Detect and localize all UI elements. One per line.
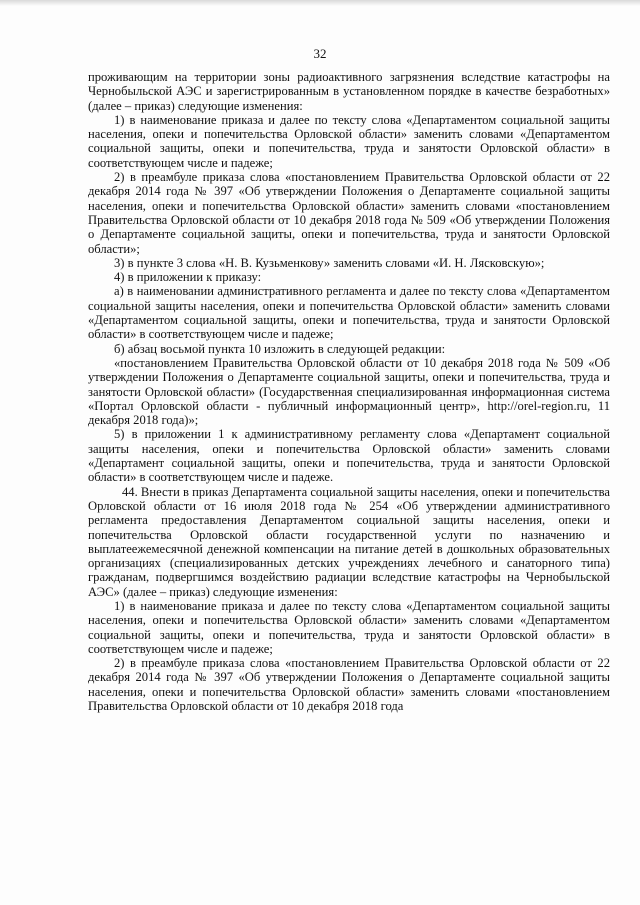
paragraph: 1) в наименование приказа и далее по тексту слова «Департаментом социальной защиты населения, опеки и попечительства Орловской области» заменить словами «Департаментом социальной защиты, опеки и попечительства, труда и занятости Орловской области» в соответствующем числе и падеже; [88,112,610,170]
paragraph: 3) в пункте 3 слова «Н. В. Кузьменкову» заменить словами «И. Н. Лясковскую»; [114,255,545,270]
paragraph: 1) в наименование приказа и далее по тексту слова «Департаментом социальной защиты населения, опеки и попечительства Орловской области» заменить словами «Департаментом социальной защиты, опеки и попечительства, труда и занятости Орловской области» в соответствующем числе и падеже; [88,598,610,656]
scan-edge [0,0,640,6]
document-body [88,70,610,713]
paragraph: «постановлением Правительства Орловской области от 10 декабря 2018 года № 509 «Об утверждении Положения о Департаменте социальной защиты, опеки и попечительства, труда и занятости Орловской области» (Государственная специализированная информационная система «Портал Орловской области - публичный информационный центр», http://orel-region.ru, 11 декабря 2018 года)»; [88,355,610,428]
paragraph: а) в наименовании административного регламента и далее по тексту слова «Департаментом социальной защиты населения, опеки и попечительства Орловской области» заменить словами «Департаментом социальной защиты, опеки и попечительства, труда и занятости Орловской области» в соответствующем числе и падеже; [88,284,610,342]
paragraph: б) абзац восьмой пункта 10 изложить в следующей редакции: [114,341,446,356]
paragraph: 5) в приложении 1 к административному регламенту слова «Департамент социальной защиты населения, опеки и попечительства Орловской области» заменить словами «Департамент социальной защиты, опеки и попечительства, труда и занятости Орловской области» в соответствующем числе и падеже. [88,427,610,485]
paragraph: 44. Внести в приказ Департамента социальной защиты населения, опеки и попечительства Орловской области от 16 июля 2018 года № 254 «Об утверждении административного регламента предоставления Департаментом социальной защиты населения, опеки и попечительства Орловской области государственной услуги по назначению и выплатеежемесячной денежной компенсации на питание детей в дошкольных образовательных организациях (специализированных детских учреждениях лечебного и санаторного типа) гражданам, подвергшимся воздействию радиации вследствие катастрофы на Чернобыльской АЭС» (далее – приказ) следующие изменения: [88,484,610,599]
paragraph: 2) в преамбуле приказа слова «постановлением Правительства Орловской области от 22 декабря 2014 года № 397 «Об утверждении Положения о Департаменте социальной защиты населения, опеки и попечительства Орловской области» заменить словами «постановлением Правительства Орловской области от 10 декабря 2018 года № 509 «Об утверждении Положения о Департаменте социальной защиты, опеки и попечительства, труда и занятости Орловской области»; [88,170,610,256]
paragraph: 2) в преамбуле приказа слова «постановлением Правительства Орловской области от 22 декабря 2014 года № 397 «Об утверждении Положения о Департаменте социальной защиты населения, опеки и попечительства Орловской области» заменить словами «постановлением Правительства Орловской области от 10 декабря 2018 года [88,656,610,714]
paragraph: проживающим на территории зоны радиоактивного загрязнения вследствие катастрофы на Чернобыльской АЭС и зарегистрированным в установленном порядке в качестве безработных» (далее – приказ) следующие изменения: [88,70,610,113]
paragraph: 4) в приложении к приказу: [114,270,262,285]
page-number: 32 [313,46,327,61]
